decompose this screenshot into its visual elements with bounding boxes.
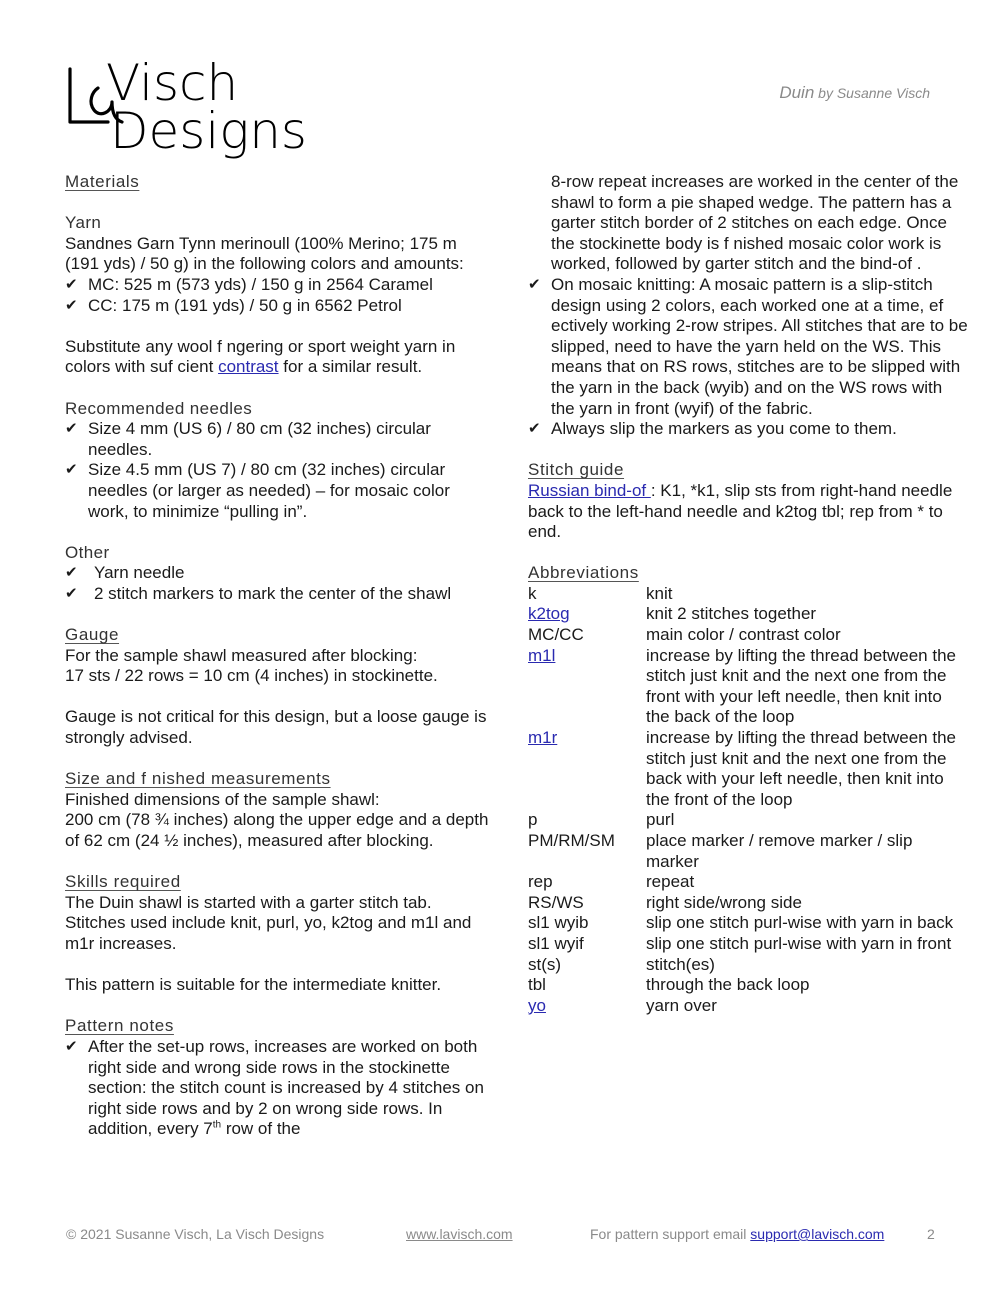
check-icon: ✔ <box>65 296 78 314</box>
abbreviation-term[interactable]: k2tog <box>528 604 570 624</box>
abbreviation-definition: main color / contrast color <box>646 625 841 645</box>
abbreviation-definition: increase by lifting the thread between the stitch just knit and the next one from the back with your left needle, then knit into the front of the loop <box>646 728 956 809</box>
abbreviation-definition: slip one stitch purl-wise with yarn in back <box>646 913 954 933</box>
abbreviation-term: sl1 wyif <box>528 933 584 953</box>
abbreviation-term: RS/WS <box>528 892 584 912</box>
abbreviation-term: tbl <box>528 975 546 995</box>
check-icon: ✔ <box>65 420 78 438</box>
substitute-text: Substitute any wool f ngering or sport weight yarn in colors with suf cient contrast for a similar result. <box>65 336 456 377</box>
abbreviations-table <box>528 584 968 1016</box>
size-text-1: Finished dimensions of the sample shawl: <box>65 789 380 809</box>
gauge-text-3: Gauge is not critical for this design, but a loose gauge is strongly advised. <box>65 707 487 748</box>
abbreviation-definition: slip one stitch purl-wise with yarn in front <box>646 933 952 953</box>
needles-heading: Recommended needles <box>65 398 253 418</box>
support-email-link[interactable]: support@lavisch.com <box>750 1226 885 1242</box>
size-text-2: 200 cm (78 ¾ inches) along the upper edge and a depth of 62 cm (24 ½ inches), measured after blocking. <box>65 810 489 850</box>
abbreviation-definition: right side/wrong side <box>646 892 802 912</box>
abbreviation-definition: yarn over <box>646 995 717 1015</box>
abbreviation-term: st(s) <box>528 954 562 974</box>
list-item: ✔ Always slip the markers as you come to them. <box>528 419 897 439</box>
abbreviation-definition: increase by lifting the thread between the stitch just knit and the next one from the front with your left needle, then knit into the back of the loop <box>646 645 956 727</box>
check-icon: ✔ <box>528 275 541 293</box>
list-item: 8-row repeat increases are worked in the center of the shawl to form a pie shaped wedge. The pattern has a garter stitch border of 2 stitches on each edge. Once the stockinette body is f nished mosaic color work is worked, followed by garter stitch and the bind-of . <box>551 172 959 274</box>
abbreviation-definition: place marker / remove marker / slip marker <box>646 831 913 871</box>
skills-text-2: This pattern is suitable for the intermediate knitter. <box>65 975 442 995</box>
list-item: ✔ Size 4 mm (US 6) / 80 cm (32 inches) circular needles. <box>65 419 431 459</box>
check-icon: ✔ <box>65 564 78 582</box>
logo <box>64 52 324 164</box>
other-heading: Other <box>65 542 110 562</box>
gauge-text-1: For the sample shawl measured after blocking: <box>65 645 418 665</box>
stitch-guide-text: Russian bind-of : K1, *k1, slip sts from right-hand needle back to the left-hand needle and k2tog tbl; rep from * to end. <box>528 480 953 542</box>
page-number: 2 <box>927 1226 935 1242</box>
abbreviation-term[interactable]: yo <box>528 995 546 1015</box>
other-list <box>65 563 495 604</box>
abbreviation-definition: purl <box>646 810 675 830</box>
la-visch-designs-logo <box>64 52 324 164</box>
notes-list <box>65 1037 495 1140</box>
abbreviation-definition: stitch(es) <box>646 954 715 974</box>
abbreviation-term: p <box>528 810 538 830</box>
contrast-link[interactable]: contrast <box>218 357 279 377</box>
list-item: ✔ MC: 525 m (573 yds) / 150 g in 2564 Caramel <box>65 274 433 294</box>
right-column <box>528 172 968 1016</box>
russian-bind-off-link[interactable]: Russian bind-of <box>528 480 651 500</box>
skills-text-1: The Duin shawl is started with a garter stitch tab. Stitches used include knit, purl, yo, k2tog and m1l and m1r increases. <box>65 892 472 953</box>
pattern-byline: by Susanne Visch <box>818 85 930 101</box>
skills-heading: Skills required <box>65 872 181 892</box>
footer-support: For pattern support email support@lavisch.com <box>590 1226 885 1242</box>
list-item: ✔ Yarn needle <box>65 563 185 583</box>
abbreviation-term[interactable]: m1l <box>528 645 556 665</box>
stitch-guide-heading: Stitch guide <box>528 460 625 480</box>
abbreviation-definition: knit <box>646 583 673 603</box>
yarn-text: Sandnes Garn Tynn merinoull (100% Merino; 175 m (191 yds) / 50 g) in the following colors and amounts: <box>65 233 464 274</box>
gauge-text-2: 17 sts / 22 rows = 10 cm (4 inches) in stockinette. <box>65 666 438 686</box>
yarn-list <box>65 275 495 316</box>
list-item: ✔ Size 4.5 mm (US 7) / 80 cm (32 inches) circular needles (or larger as needed) – for mosaic color work, to minimize “pulling in”. <box>65 460 450 521</box>
list-item: ✔ After the set-up rows, increases are worked on both right side and wrong side rows in the stockinette section: the stitch count is increased by 4 stitches on right side rows and by 2 on wrong side rows. In addition, every 7th row of the <box>65 1036 484 1139</box>
left-column <box>65 172 495 1140</box>
pattern-name: Duin <box>779 83 815 102</box>
check-icon: ✔ <box>65 461 78 479</box>
abbreviations-heading: Abbreviations <box>528 563 639 583</box>
list-item: ✔ 2 stitch markers to mark the center of the shawl <box>65 583 452 603</box>
check-icon: ✔ <box>528 420 541 438</box>
check-icon: ✔ <box>65 584 78 602</box>
svg-text:Designs: Designs <box>110 102 307 160</box>
abbreviation-term: k <box>528 583 537 603</box>
abbreviation-definition: repeat <box>646 872 695 892</box>
yarn-heading: Yarn <box>65 213 102 233</box>
check-icon: ✔ <box>65 1037 78 1055</box>
notes-list-continued <box>528 172 968 440</box>
abbreviation-term: PM/RM/SM <box>528 831 615 850</box>
check-icon: ✔ <box>65 275 78 293</box>
notes-heading: Pattern notes <box>65 1016 174 1036</box>
abbreviation-term: rep <box>528 872 553 892</box>
list-item: ✔ On mosaic knitting: A mosaic pattern is a slip-stitch design using 2 colors, each worked one at a time, ef ectively working 2-row stripes. All stitches that are to be slipped, need to have the yarn held on the WS. This means that on RS rows, stitches are to be slipped with the yarn in the back (wyib) and on the WS rows with the yarn in front (wyif) of the fabric. <box>528 274 968 418</box>
list-item: ✔ CC: 175 m (191 yds) / 50 g in 6562 Petrol <box>65 295 402 315</box>
abbreviation-definition: knit 2 stitches together <box>646 604 817 624</box>
abbreviation-term[interactable]: m1r <box>528 728 558 748</box>
footer-copyright: © 2021 Susanne Visch, La Visch Designs <box>66 1226 325 1242</box>
pattern-title <box>779 83 930 103</box>
abbreviation-term: MC/CC <box>528 625 584 645</box>
abbreviation-term: sl1 wyib <box>528 913 589 933</box>
size-heading: Size and f nished measurements <box>65 769 331 789</box>
abbreviation-definition: through the back loop <box>646 975 810 995</box>
gauge-heading: Gauge <box>65 625 120 645</box>
materials-heading: Materials <box>65 172 140 191</box>
website-link[interactable]: www.lavisch.com <box>406 1226 513 1242</box>
needles-list <box>65 419 495 522</box>
svg-text:Visch: Visch <box>106 54 239 112</box>
